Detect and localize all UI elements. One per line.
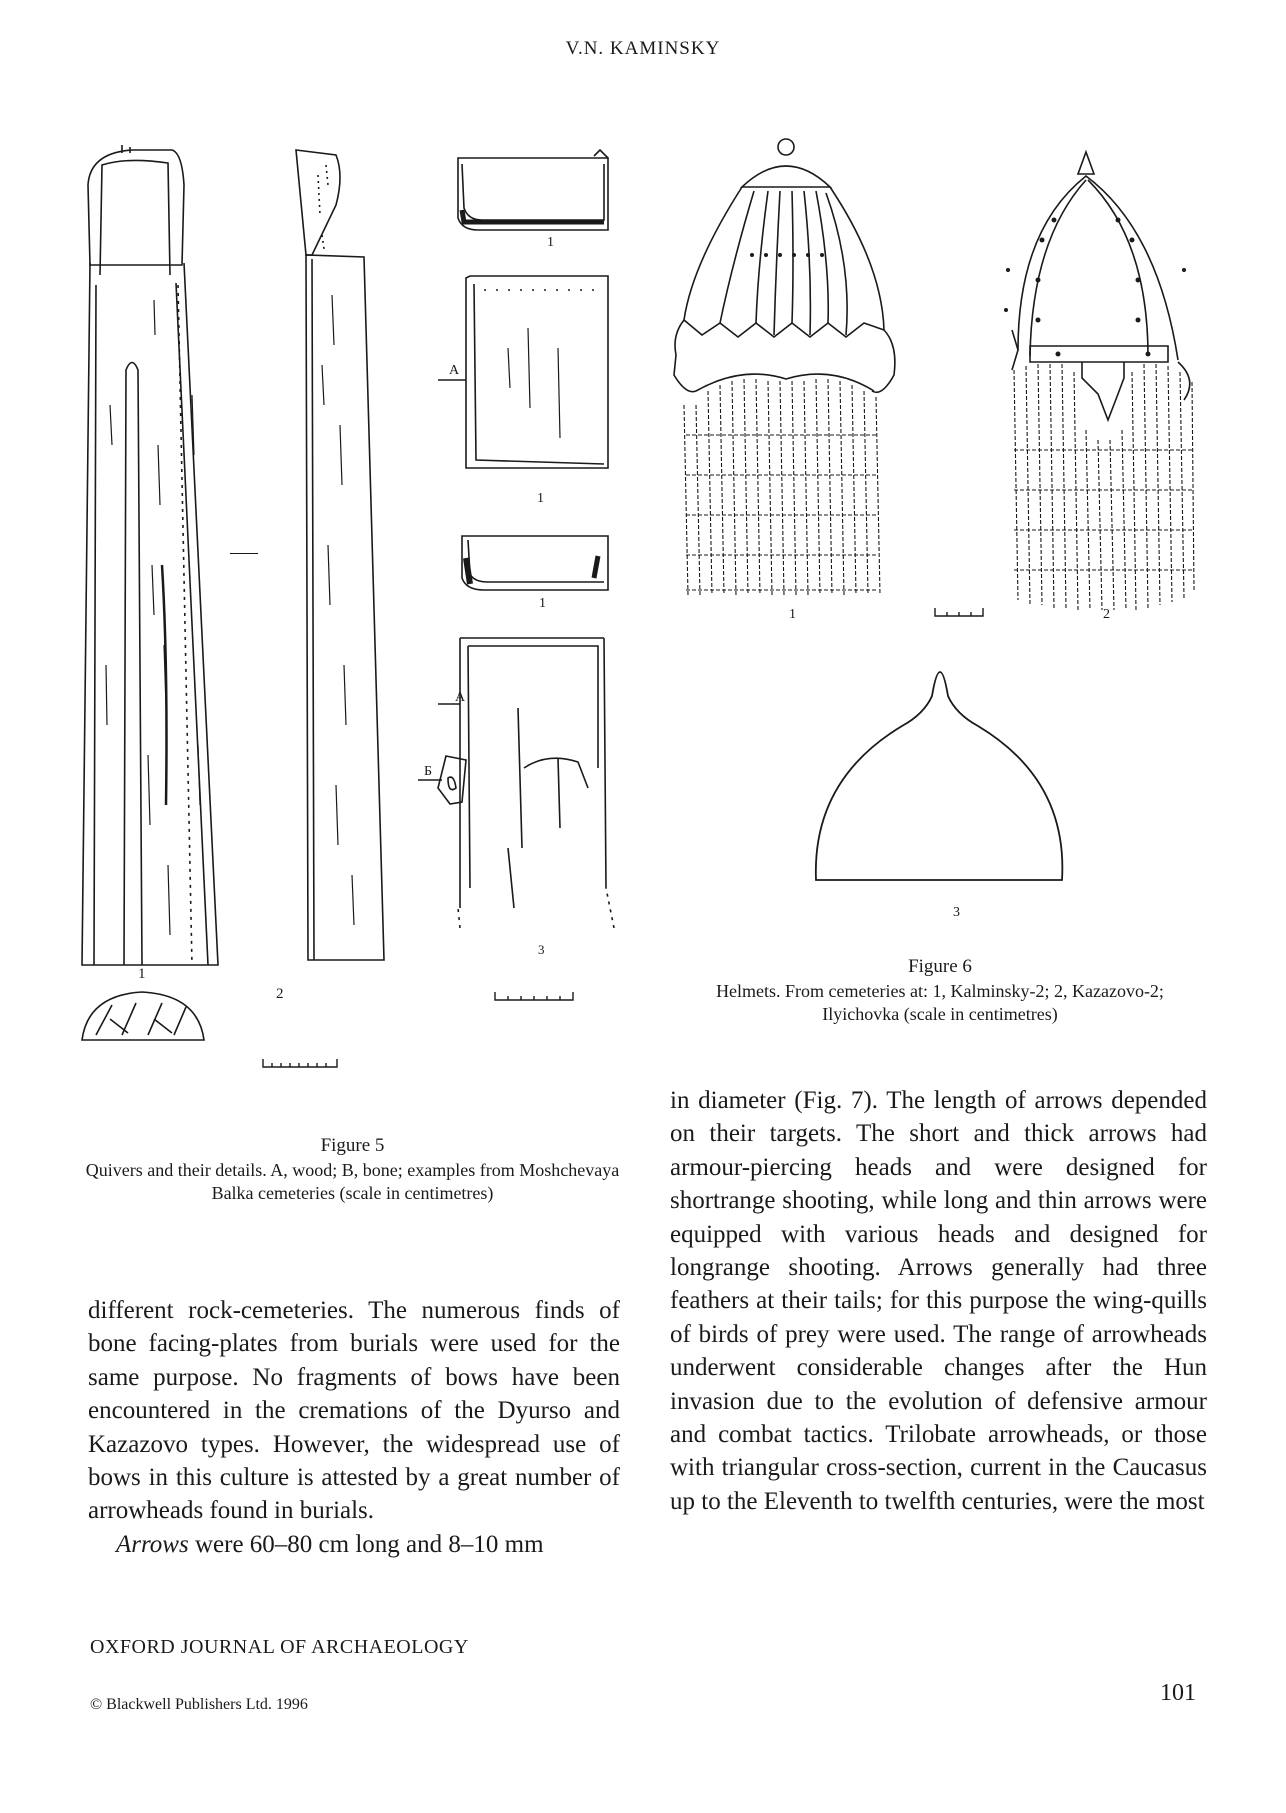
body-column-left <box>88 1294 620 1561</box>
figure5-caption <box>80 1134 625 1205</box>
fig6-numeral-2: 2 <box>1103 607 1110 622</box>
fig5-detail-label-3a: 1 <box>539 596 546 611</box>
fig5-detail-label-B: Б <box>424 764 433 779</box>
figure6-helmet3-drawing <box>812 670 1072 890</box>
fig5-numeral-2: 2 <box>276 986 284 1002</box>
figure6-helmet1-drawing <box>662 135 912 600</box>
figure5-caption-title: Figure 5 <box>320 1135 385 1156</box>
page-number: 101 <box>1160 1680 1196 1706</box>
body-column-right <box>670 1084 1207 1518</box>
figure6-caption <box>680 955 1200 1026</box>
body-paragraph-right-1: in diameter (Fig. 7). The length of arrows depended on their targets. The short and thick arrows had armour-piercing heads and were designed for shortrange shooting, while long and thin arrows were equipped with various heads and designed for longrange shooting. Arrows generally had three feathers at their tails; for this purpose the wing-quills of birds of prey were used. The range of arrowheads underwent considerable changes after the Hun invasion due to the evolution of defensive armour and combat tactics. Trilobate arrowheads, or those with triangular cross-section, current in the Caucasus up to the Eleventh to twelfth centuries, were the most <box>670 1087 1207 1515</box>
figure5-quiver2-drawing <box>292 145 387 965</box>
body-paragraph-left-1: different rock-cemeteries. The numerous finds of bone facing-plates from burials were used for the same purpose. No fragments of bows have been encountered in the cremations of the Dyurso and Kazazovo types. However, the widespread use of bows in this culture is attested by a great number of arrowheads found in burials. <box>88 1297 620 1525</box>
figure5-scale-bar-b <box>262 1057 338 1069</box>
fig5-detail-label-A2: A <box>455 690 466 705</box>
running-head: V.N. KAMINSKY <box>565 38 721 59</box>
body-paragraph-left-2 <box>88 1528 620 1561</box>
fig6-numeral-1: 1 <box>789 607 796 622</box>
journal-name: OXFORD JOURNAL OF ARCHAEOLOGY <box>90 1636 469 1658</box>
fig5-numeral-3: 3 <box>538 942 545 957</box>
fig6-numeral-3: 3 <box>953 905 960 920</box>
figure6-caption-text: Helmets. From cemeteries at: 1, Kalminsky-2; 2, Kazazovo-2; Ilyichovka (scale in centimetres) <box>716 981 1164 1024</box>
arrows-term: Arrows <box>116 1530 189 1558</box>
figure5-details-drawing <box>418 148 618 948</box>
figure5-scale-bar-a <box>494 990 574 1002</box>
fig5-detail-label-1a: 1 <box>547 235 554 250</box>
body-paragraph-left-2-text: were 60–80 cm long and 8–10 mm <box>188 1530 544 1558</box>
copyright-notice: © Blackwell Publishers Ltd. 1996 <box>90 1696 308 1713</box>
figure6-helmet2-drawing <box>998 150 1208 615</box>
figure6-scale-bar <box>934 606 984 618</box>
figure5-tick-mark <box>230 553 258 554</box>
figure5-caption-text: Quivers and their details. A, wood; B, bone; examples from Moshchevaya Balka cemeteries (scale in centimetres) <box>85 1160 620 1203</box>
figure5-quiver1-drawing <box>82 145 232 975</box>
fig5-detail-label-A1: A <box>449 363 460 378</box>
fig5-numeral-1: 1 <box>138 966 146 982</box>
fig5-detail-label-1b: 1 <box>537 491 544 506</box>
figure6-caption-title: Figure 6 <box>908 956 972 977</box>
